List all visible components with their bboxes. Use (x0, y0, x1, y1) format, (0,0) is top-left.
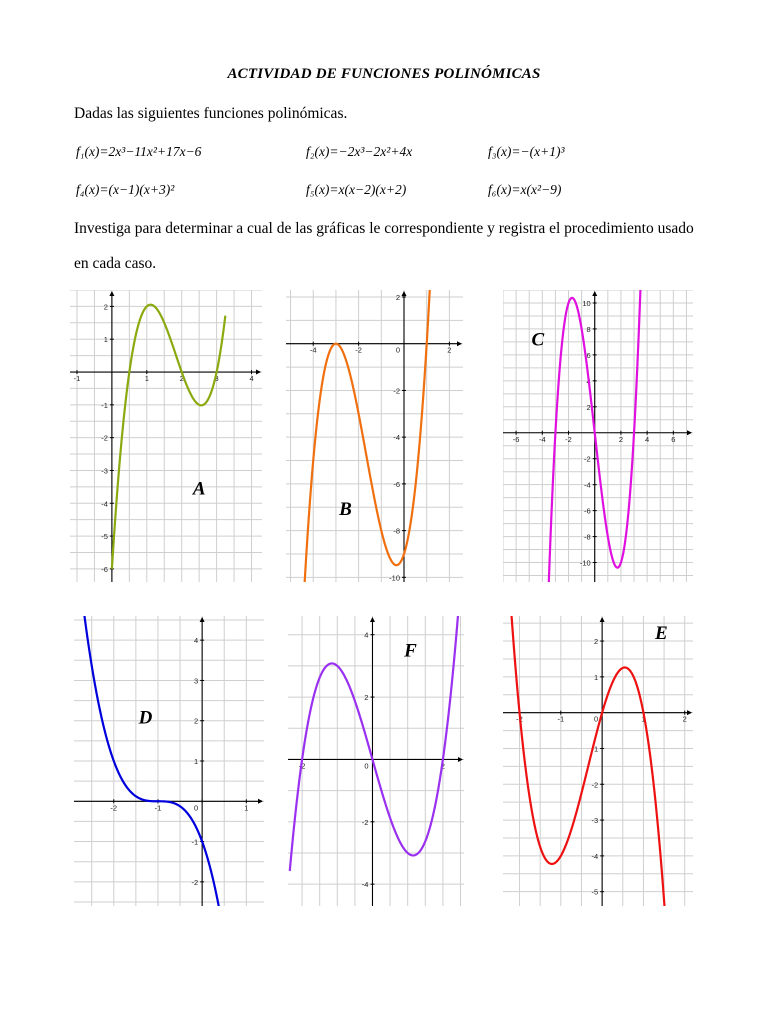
x-tick-label: 4 (249, 374, 254, 384)
instruction-line-2: en cada caso. (74, 255, 157, 272)
y-tick-label: -1 (191, 837, 199, 847)
x-tick-label: 3 (214, 374, 219, 384)
graph-letter-label: B (339, 498, 352, 520)
y-tick-label: 4 (586, 376, 591, 386)
y-tick-label: -1 (101, 400, 108, 410)
grid (286, 290, 463, 582)
y-tick-label: 1 (593, 672, 599, 682)
y-tick-label: -4 (393, 433, 400, 443)
x-tick-label: 0 (395, 345, 401, 355)
y-tick-label: -2 (584, 454, 591, 464)
x-tick-label: 2 (447, 345, 452, 355)
function-f2: f₂(x)=−2x³−2x²+4x (306, 144, 413, 159)
graph-c-svg (503, 290, 693, 582)
function-f3: f₃(x)=−(x+1)³ (488, 144, 565, 159)
x-tick-label: 0 (194, 803, 199, 813)
x-tick-label: -2 (110, 803, 118, 813)
x-tick-label: -1 (154, 803, 162, 813)
y-tick-label: 4 (193, 636, 199, 646)
graph-e (503, 616, 693, 906)
x-tick-label: 4 (645, 434, 650, 444)
x-tick-label: 2 (440, 761, 445, 771)
function-f6: f₆(x)=x(x²−9) (488, 182, 562, 197)
y-axis-arrow (600, 617, 605, 622)
y-tick-label: -3 (591, 816, 599, 826)
x-tick-label: 2 (179, 374, 184, 384)
y-tick-label: -4 (361, 880, 369, 890)
x-tick-label: -4 (538, 434, 546, 444)
y-tick-label: 4 (364, 630, 369, 640)
y-tick-label: 2 (586, 402, 591, 412)
grid (70, 290, 262, 582)
y-tick-label: -4 (591, 851, 599, 861)
x-tick-label: -2 (298, 761, 306, 771)
y-tick-label: -10 (579, 558, 591, 568)
graph-d (74, 616, 264, 906)
intro-text: Dadas las siguientes funciones polinómicas. (74, 105, 348, 122)
y-axis-arrow (402, 291, 407, 296)
page-title: ACTIVIDAD DE FUNCIONES POLINÓMICAS (227, 66, 541, 82)
graph-b-svg (286, 290, 463, 582)
graph-letter-label: F (404, 640, 417, 662)
function-f4: f₄(x)=(x−1)(x+3)² (76, 182, 175, 197)
graph-letter-label: A (192, 478, 206, 500)
x-axis-arrow (258, 799, 263, 804)
y-tick-label: 8 (586, 324, 591, 334)
y-tick-label: 2 (193, 716, 199, 726)
x-axis-arrow (256, 370, 261, 375)
y-tick-label: 3 (193, 676, 199, 686)
x-tick-label: -1 (557, 714, 565, 724)
y-tick-label: -4 (584, 480, 591, 490)
x-tick-label: 2 (618, 434, 624, 444)
function-f5: f₅(x)=x(x−2)(x+2) (306, 182, 407, 197)
graph-letter-label: C (531, 329, 545, 351)
graph-f (288, 616, 464, 906)
series-line (302, 290, 442, 582)
x-tick-label: -4 (309, 345, 317, 355)
graph-a (70, 290, 262, 582)
graph-c (503, 290, 693, 582)
graph-letter-label: E (655, 623, 668, 645)
x-tick-label: 2 (682, 714, 687, 724)
y-tick-label: 10 (582, 298, 591, 308)
y-tick-label: -2 (101, 433, 108, 443)
graph-d-svg (74, 616, 264, 906)
y-axis-arrow (592, 291, 597, 296)
series-line (503, 616, 672, 906)
graph-b (286, 290, 463, 582)
y-tick-label: 6 (586, 350, 591, 360)
x-tick-label: 6 (671, 434, 676, 444)
y-tick-label: -8 (393, 526, 400, 536)
y-tick-label: -1 (591, 744, 599, 754)
y-tick-label: -2 (591, 780, 599, 790)
x-tick-label: -6 (512, 434, 520, 444)
y-axis-arrow (109, 291, 114, 296)
x-tick-label: 1 (641, 714, 646, 724)
y-axis-arrow (200, 617, 205, 622)
y-tick-label: -5 (101, 532, 108, 542)
y-tick-label: -8 (584, 532, 591, 542)
graph-e-svg (503, 616, 693, 906)
y-tick-label: -2 (361, 817, 369, 827)
x-tick-label: 1 (144, 374, 149, 384)
x-tick-label: -2 (516, 714, 523, 724)
x-tick-label: -1 (73, 374, 81, 384)
y-tick-label: -2 (393, 386, 400, 396)
grid (503, 616, 693, 906)
y-tick-label: 1 (193, 757, 199, 766)
y-tick-label: -4 (101, 499, 108, 509)
x-axis-arrow (457, 341, 462, 346)
y-tick-label: -2 (191, 877, 199, 887)
x-axis-arrow (687, 430, 692, 435)
x-tick-label: 0 (364, 761, 369, 771)
function-f1: f₁(x)=2x³−11x²+17x−6 (76, 144, 202, 159)
graph-f-svg (288, 616, 464, 906)
x-axis-arrow (687, 710, 692, 715)
grid (288, 616, 464, 906)
y-axis-arrow (370, 617, 375, 622)
y-tick-label: -6 (584, 506, 591, 516)
series-line (290, 616, 461, 871)
graph-letter-label: D (138, 707, 153, 729)
grid (74, 616, 264, 906)
y-tick-label: -6 (101, 564, 108, 574)
y-tick-label: 2 (103, 302, 108, 312)
series-line (546, 290, 642, 582)
y-tick-label: 2 (364, 693, 369, 703)
y-tick-label: -10 (389, 573, 400, 582)
graph-a-svg (70, 290, 262, 582)
y-tick-label: -3 (101, 466, 108, 476)
y-tick-label: -6 (393, 479, 400, 489)
y-tick-label: -5 (591, 887, 599, 897)
y-tick-label: 1 (103, 335, 108, 345)
y-tick-label: 2 (593, 637, 599, 647)
x-tick-label: -2 (565, 434, 572, 444)
x-tick-label: 1 (244, 803, 249, 813)
instruction-line-1: Investiga para determinar a cual de las gráficas le correspondiente y registra el procedimiento usado (74, 220, 694, 237)
x-tick-label: -2 (355, 345, 362, 355)
y-tick-label: 2 (395, 293, 400, 303)
x-tick-label: 0 (594, 714, 599, 724)
